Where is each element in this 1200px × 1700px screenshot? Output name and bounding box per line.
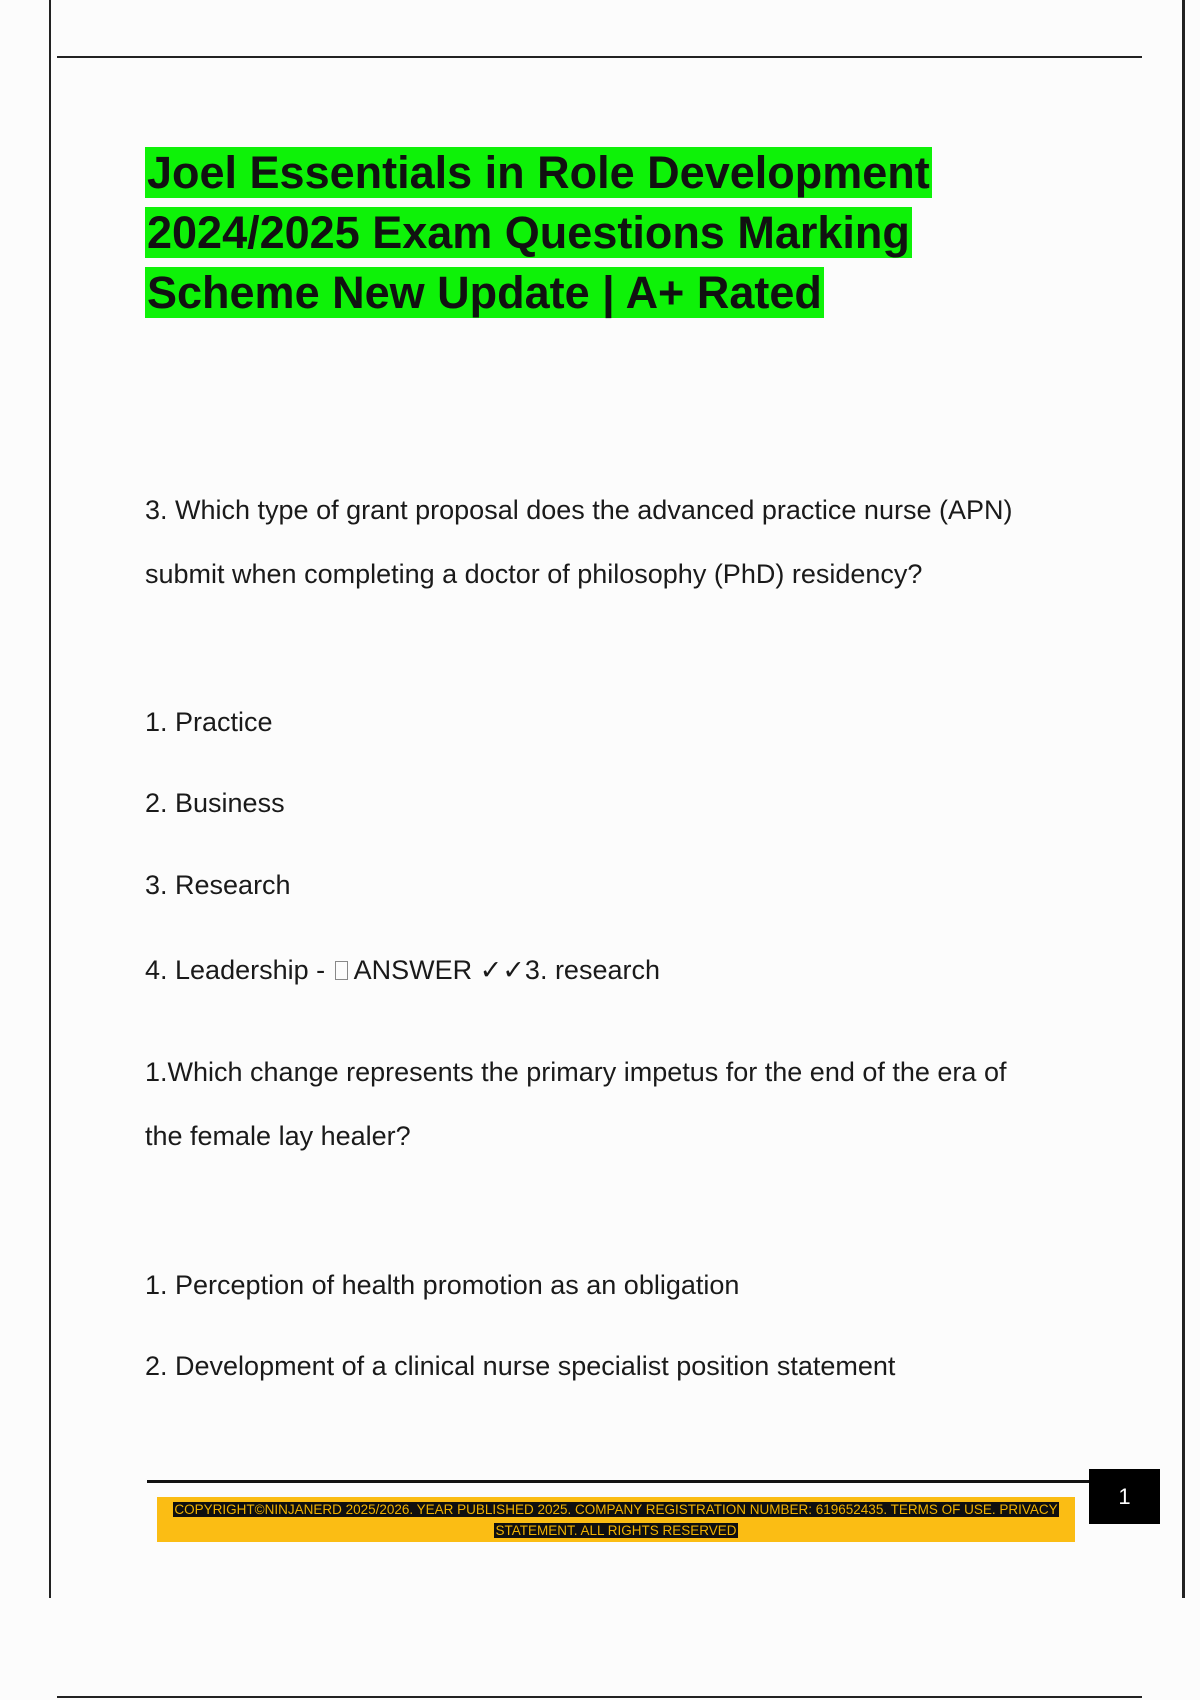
title-line: Joel Essentials in Role Development [147, 147, 930, 198]
answer-value: 3. research [524, 955, 660, 985]
copyright-footer [157, 1497, 1075, 1542]
question-text [145, 478, 1012, 606]
answer-label: ANSWER [353, 955, 473, 985]
page-number: 1 [1089, 1469, 1160, 1524]
answer-option: 3. Research [145, 870, 291, 900]
title-line: Scheme New Update | A+ Rated [147, 267, 822, 318]
header-rule [57, 56, 1142, 58]
footer-rule [147, 1480, 1090, 1483]
answer-option-label: 4. Leadership - [145, 955, 326, 985]
next-page-top-rule [57, 1696, 1142, 1698]
answer-option: 2. Business [145, 788, 285, 818]
answer-option-with-key [145, 953, 660, 988]
question-text [145, 1040, 1006, 1168]
title-line: 2024/2025 Exam Questions Marking [147, 207, 910, 258]
checkmark-icon: ✓✓ [479, 955, 525, 986]
page-right-border [1182, 0, 1185, 1598]
question-line: 1.Which change represents the primary impetus for the end of the era of [145, 1057, 1007, 1087]
missing-glyph-icon [335, 961, 348, 980]
page-left-border [49, 0, 51, 1598]
answer-option: 2. Development of a clinical nurse specialist position statement [145, 1351, 896, 1381]
question-line: the female lay healer? [145, 1121, 411, 1151]
copyright-text: STATEMENT. ALL RIGHTS RESERVED [495, 1523, 737, 1538]
document-title [145, 143, 1045, 323]
copyright-text: COPYRIGHT©NINJANERD 2025/2026. YEAR PUBLISHED 2025. COMPANY REGISTRATION NUMBER: 619652435. TERMS OF USE. PRIVACY [174, 1502, 1058, 1517]
question-line: 3. Which type of grant proposal does the advanced practice nurse (APN) [145, 495, 1013, 525]
answer-option: 1. Perception of health promotion as an obligation [145, 1270, 740, 1300]
question-line: submit when completing a doctor of philosophy (PhD) residency? [145, 559, 923, 589]
answer-option: 1. Practice [145, 707, 273, 737]
